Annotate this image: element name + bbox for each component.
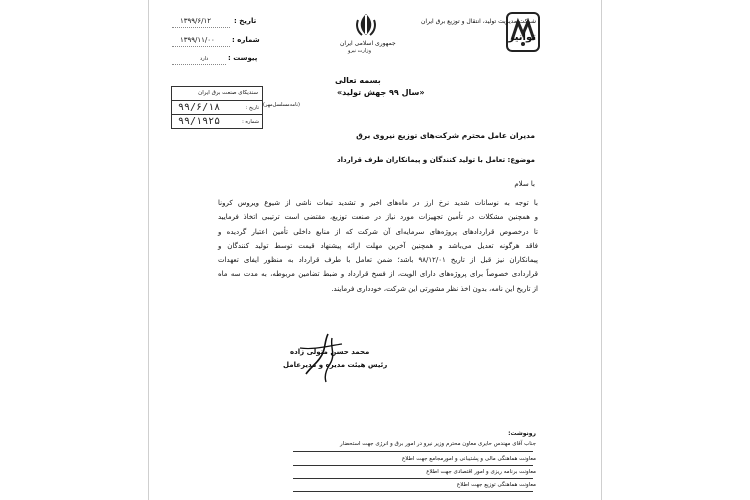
brand-name: توانیر: [508, 32, 536, 43]
stamp-number-row: [172, 115, 262, 129]
signatory-title: رئیس هیئت مدیره و مدیرعامل: [283, 361, 388, 369]
letter-body: [218, 196, 538, 296]
cc-divider: [293, 451, 533, 452]
company-name: شرکت مدیریت تولید، انتقال و توزیع برق ایران: [421, 18, 536, 25]
date-label: تاریخ :: [234, 17, 257, 25]
date-underline: [172, 27, 230, 28]
subject: موضوع: تعامل با تولید کنندگان و پیمانکاران طرف قرارداد: [337, 156, 535, 164]
ministry-line-2: وزارت نیرو: [348, 48, 372, 54]
date-value: ۱۳۹۹/۶/۱۲: [180, 17, 212, 25]
signature-scribble: [280, 328, 360, 384]
attachment-label: پیوست :: [228, 54, 258, 62]
stamp-header-row: [172, 87, 262, 101]
number-value: ۱۳۹۹/۱۱/۰۰: [180, 36, 215, 44]
cc-heading: رونوشت:: [508, 430, 536, 437]
receipt-stamp: [171, 86, 263, 129]
attachment-underline: [172, 64, 226, 65]
stamp-date-row: [172, 101, 262, 115]
ministry-line-1: جمهوری اسلامی ایران: [340, 40, 396, 47]
number-underline: [172, 46, 230, 47]
number-label: شماره :: [232, 36, 260, 44]
cc-divider: [293, 491, 533, 492]
signatory-name: محمد حسن متولی زاده: [290, 348, 370, 356]
enclosure-note: (نامه‌مسلسل‌مهر): [263, 102, 300, 108]
body-line: تا درخصوص قراردادهای پروژه‌های سرمایه‌ای آن شرکت که از منابع داخلی تأمین اعتبار گردیده و: [218, 227, 538, 236]
stamp-header: سندیکای صنعت برق ایران: [198, 90, 258, 96]
addressee: مدیران عامل محترم شرکت‌های توزیع نیروی برق: [356, 131, 535, 140]
attachment-value: دارد: [200, 56, 209, 62]
body-line: پیمانکاران نیز قبل از تاریخ ۹۸/۱۲/۰۱ باشد؛ ضمن تعامل با طرف قرارداد به منظور ایفای تعهدات: [218, 256, 538, 265]
greeting: با سلام: [514, 180, 535, 188]
stamp-date-value: ۹۹/۶/۱۸: [178, 102, 221, 113]
body-line: و همچنین مشکلات در تأمین تجهیزات مورد نیاز در صنعت توزیع، مقتضی است ترتیبی اتخاذ فرمایید: [218, 213, 538, 222]
stamp-number-label: شماره :: [242, 119, 259, 125]
stamp-number-value: ۹۹/۱۹۲۵: [178, 116, 221, 127]
cc-divider: [293, 478, 533, 479]
body-line: قراردادی خصوصاً برای پروژه‌های دارای الویت، از فسخ قرارداد و ضبط تضامین مربوطه، به مدت سه ماه: [218, 270, 538, 279]
body-line: فاقد هرگونه تعدیل می‌باشد و همچنین آخرین مهلت ارائه پیشنهاد قیمت توسط تولید کنندگان و: [218, 241, 538, 250]
bismillah: بسمه تعالی: [335, 76, 381, 85]
cc-item: معاونت برنامه ریزی و امور اقتصادی جهت اطلاع: [426, 469, 536, 475]
year-slogan: «سال ۹۹ جهش تولید»: [337, 88, 425, 97]
iran-emblem-icon: [353, 12, 379, 38]
cc-item: معاونت هماهنگی توزیع جهت اطلاع: [456, 482, 536, 488]
cc-item: جناب آقای مهندس حایری معاون محترم وزیر نیرو در امور برق و انرژی جهت استحضار: [340, 441, 536, 447]
cc-divider: [293, 465, 533, 466]
cc-item: معاونت هماهنگی مالی و پشتیبانی و امورمجامع جهت اطلاع: [401, 456, 536, 462]
body-line: از تاریخ این نامه، بدون اخذ نظر مشورتی این شرکت، خودداری فرمایند.: [331, 284, 538, 293]
body-line: با توجه به نوسانات شدید نرخ ارز در ماه‌های اخیر و تشدید تبعات ناشی از شیوع ویروس کرونا: [218, 199, 538, 207]
stamp-date-label: تاریخ :: [245, 105, 259, 111]
